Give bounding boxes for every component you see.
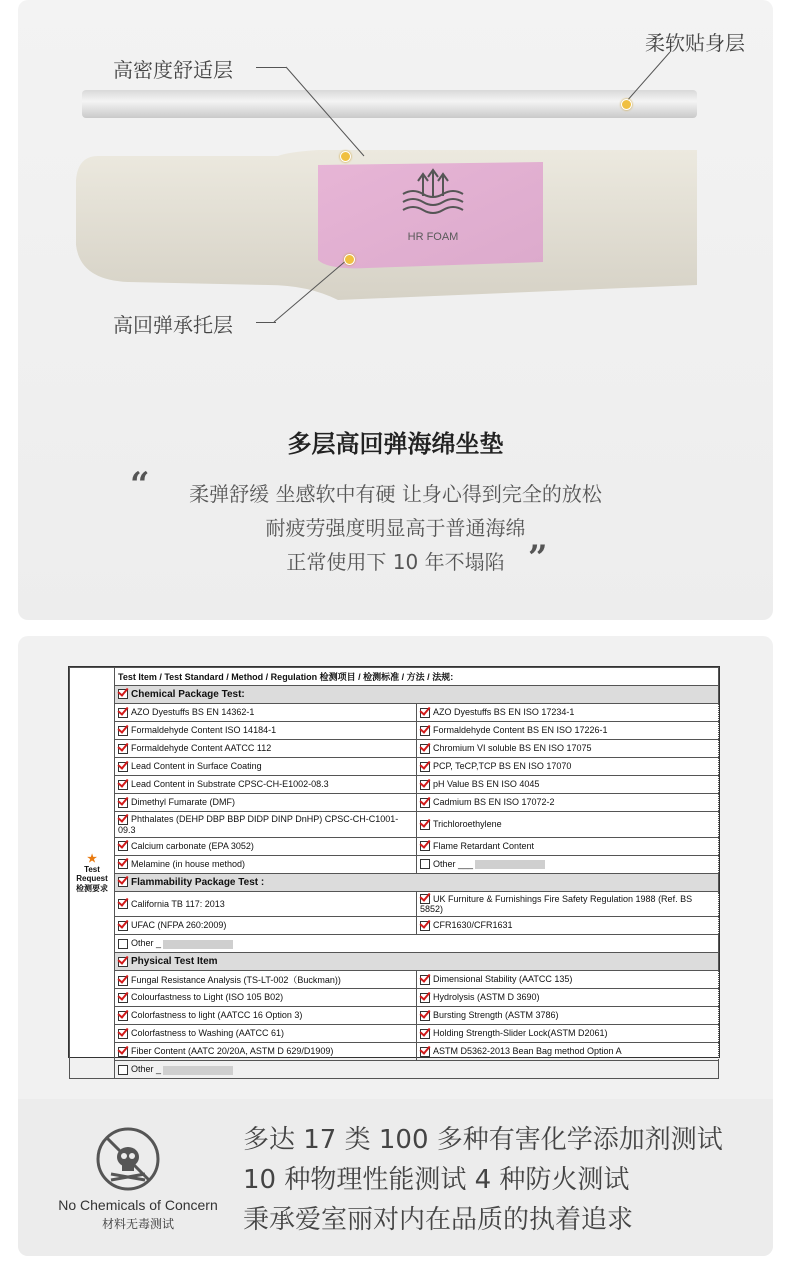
checked-checkbox[interactable] [420, 1029, 430, 1039]
test-item-cell [416, 989, 718, 1007]
test-item-cell [416, 740, 718, 758]
checked-checkbox[interactable] [118, 993, 128, 1003]
table-row [70, 704, 719, 722]
redacted-field [163, 1066, 233, 1075]
test-item-cell [115, 812, 417, 838]
test-item-cell [416, 917, 718, 935]
checked-checkbox[interactable] [118, 1011, 128, 1021]
checked-checkbox[interactable] [420, 841, 430, 851]
test-item-label: Colourfastness to Light (ISO 105 B02) [131, 992, 284, 1003]
table-row [70, 722, 719, 740]
test-item-cell [115, 855, 417, 873]
test-item-cell [115, 917, 417, 935]
test-item-label: Melamine (in house method) [131, 858, 246, 869]
test-item-label: Dimethyl Fumarate (DMF) [131, 797, 236, 808]
test-request-cell [70, 668, 115, 1079]
test-item-label: UFAC (NFPA 260:2009) [131, 920, 227, 931]
claims-strip [18, 1099, 773, 1256]
test-item-label: Other _ [131, 938, 162, 949]
close-quote: ” [528, 538, 548, 578]
table-row [70, 971, 719, 989]
support-layer-label: 高回弹承托层 [113, 313, 233, 337]
test-item-cell [115, 722, 417, 740]
no-chemicals-skull-icon [93, 1124, 163, 1194]
test-item-label: AZO Dyestuffs BS EN ISO 17234-1 [432, 707, 575, 718]
checked-checkbox[interactable] [118, 726, 128, 736]
skin-layer-marker [621, 99, 632, 110]
test-item-label: pH Value BS EN ISO 4045 [432, 779, 540, 790]
test-item-label: CFR1630/CFR1631 [432, 920, 513, 931]
test-item-label: Hydrolysis (ASTM D 3690) [432, 992, 540, 1003]
test-item-cell [115, 776, 417, 794]
claim-line-3: 秉承爱室丽对内在品质的执着追求 [243, 1205, 634, 1235]
test-item-cell [416, 837, 718, 855]
test-item-cell [115, 935, 719, 953]
test-request-label-en: Test Request [76, 865, 108, 884]
test-item-label: Dimensional Stability (AATCC 135) [432, 974, 573, 985]
checked-checkbox[interactable] [420, 1047, 430, 1057]
test-item-label: Bursting Strength (ASTM 3786) [432, 1010, 559, 1021]
test-item-cell [416, 855, 718, 873]
checked-checkbox[interactable] [118, 877, 128, 887]
checked-checkbox[interactable] [118, 780, 128, 790]
section-title-text: Physical Test Item [131, 956, 218, 968]
checked-checkbox[interactable] [118, 689, 128, 699]
star-icon: ★ [87, 853, 97, 866]
table-row [70, 1043, 719, 1061]
test-item-label: Colorfastness to Washing (AATCC 61) [131, 1028, 285, 1039]
table-row [70, 794, 719, 812]
test-item-cell [115, 891, 417, 917]
test-item-label: Lead Content in Surface Coating [131, 761, 262, 772]
table-row [70, 989, 719, 1007]
product-layers-panel [18, 0, 773, 620]
section-title [115, 686, 719, 704]
test-item-cell [115, 837, 417, 855]
test-item-cell [115, 1061, 719, 1079]
section-title [115, 953, 719, 971]
test-item-cell [115, 989, 417, 1007]
checked-checkbox[interactable] [118, 1029, 128, 1039]
test-item-cell [115, 971, 417, 989]
redacted-field [475, 860, 545, 869]
test-item-label: Formaldehyde Content BS EN ISO 17226-1 [432, 725, 608, 736]
support-layer-marker [344, 254, 355, 265]
headline-line-2: 耐疲劳强度明显高于普通海绵 [265, 516, 526, 540]
checked-checkbox[interactable] [420, 744, 430, 754]
test-item-cell [416, 794, 718, 812]
table-row [70, 740, 719, 758]
unchecked-checkbox[interactable] [118, 1065, 128, 1075]
table-row [70, 837, 719, 855]
checked-checkbox[interactable] [118, 1047, 128, 1057]
section-title-text: Flammability Package Test : [131, 876, 265, 888]
test-item-label: Flame Retardant Content [432, 840, 535, 851]
test-item-label: Formaldehyde Content AATCC 112 [131, 743, 272, 754]
checked-checkbox[interactable] [420, 993, 430, 1003]
test-item-label: Lead Content in Substrate CPSC-CH-E1002-08.3 [131, 779, 329, 790]
section-title-text: Chemical Package Test: [131, 689, 245, 700]
test-item-cell [416, 1043, 718, 1061]
test-item-cell [115, 794, 417, 812]
test-item-cell [115, 758, 417, 776]
checked-checkbox[interactable] [118, 921, 128, 931]
checked-checkbox[interactable] [420, 798, 430, 808]
checked-checkbox[interactable] [118, 708, 128, 718]
test-item-label: California TB 117: 2013 [131, 898, 225, 909]
test-item-label: Trichloroethylene [432, 819, 502, 829]
table-row [70, 891, 719, 917]
headline-line-1: 柔弹舒缓 坐感软中有硬 让身心得到完全的放松 [189, 482, 602, 506]
test-item-label: Other _ [131, 1064, 162, 1075]
skin-layer-label: 柔软贴身层 [645, 31, 745, 55]
checked-checkbox[interactable] [118, 976, 128, 986]
checked-checkbox[interactable] [118, 841, 128, 851]
table-row [70, 758, 719, 776]
checked-checkbox[interactable] [420, 762, 430, 772]
hr-foam-core [318, 162, 543, 268]
unchecked-checkbox[interactable] [118, 939, 128, 949]
test-item-label: Other ___ [432, 858, 473, 869]
open-quote: “ [130, 465, 150, 505]
table-row [70, 855, 719, 873]
checked-checkbox[interactable] [420, 820, 430, 830]
test-request-label-cn: 检测要求 [76, 884, 108, 894]
test-item-label: Fungal Resistance Analysis (TS-LT-002（Buckman)) [131, 975, 341, 986]
checked-checkbox[interactable] [420, 975, 430, 985]
claim-line-2: 10 种物理性能测试 4 种防火测试 [243, 1165, 630, 1195]
test-item-cell [416, 971, 718, 989]
test-item-label: Fiber Content (AATC 20/20A, ASTM D 629/D1909) [131, 1046, 334, 1057]
test-item-cell [416, 758, 718, 776]
test-item-cell [416, 776, 718, 794]
test-report-panel [18, 636, 773, 1256]
table-row [70, 1007, 719, 1025]
checked-checkbox[interactable] [118, 815, 128, 825]
checked-checkbox[interactable] [118, 798, 128, 808]
test-item-label: Holding Strength-Slider Lock(ASTM D2061) [432, 1028, 608, 1039]
section-title [115, 873, 719, 891]
checked-checkbox[interactable] [118, 744, 128, 754]
test-item-cell [115, 1025, 417, 1043]
checked-checkbox[interactable] [420, 1011, 430, 1021]
headline-title: 多层高回弹海绵坐垫 [287, 430, 504, 458]
support-callout-diagonal [270, 255, 370, 335]
unchecked-checkbox[interactable] [420, 859, 430, 869]
test-item-label: Calcium carbonate (EPA 3052) [131, 840, 254, 851]
table-row [70, 1025, 719, 1043]
test-item-label: Chromium VI soluble BS EN ISO 17075 [432, 743, 592, 754]
table-row [70, 1061, 719, 1079]
checked-checkbox[interactable] [118, 762, 128, 772]
table-row [70, 776, 719, 794]
test-item-label: Formaldehyde Content ISO 14184-1 [131, 725, 277, 736]
test-item-label: Cadmium BS EN ISO 17072-2 [432, 797, 555, 808]
checked-checkbox[interactable] [420, 780, 430, 790]
test-item-label: ASTM D5362-2013 Bean Bag method Option A [432, 1046, 622, 1057]
checked-checkbox[interactable] [420, 726, 430, 736]
table-row [70, 812, 719, 838]
checked-checkbox[interactable] [118, 957, 128, 967]
test-item-label: AZO Dyestuffs BS EN 14362-1 [131, 707, 255, 718]
test-item-label: UK Furniture & Furnishings Fire Safety Regulation 1988 (Ref. BS 5852) [419, 893, 693, 915]
claim-line-1: 多达 17 类 100 多种有害化学添加剂测试 [243, 1125, 723, 1155]
comfort-layer-label: 高密度舒适层 [113, 58, 233, 82]
checked-checkbox[interactable] [118, 899, 128, 909]
table-row [70, 917, 719, 935]
headline-line-3: 正常使用下 10 年不塌陷 [286, 550, 505, 574]
redacted-field [163, 940, 233, 949]
test-item-cell [115, 740, 417, 758]
test-item-label: Phthalates (DEHP DBP BBP DIDP DINP DnHP) CPSC-CH-C1001-09.3 [118, 814, 399, 835]
test-item-cell [115, 1043, 417, 1061]
test-item-label: Colorfastness to light (AATCC 16 Option 3) [131, 1010, 303, 1021]
test-report-table [69, 667, 719, 1079]
comfort-callout-diagonal [280, 60, 400, 160]
test-report [68, 666, 720, 1075]
test-item-label: PCP, TeCP,TCP BS EN ISO 17070 [432, 761, 572, 772]
checked-checkbox[interactable] [420, 894, 430, 904]
test-item-cell [115, 704, 417, 722]
test-item-cell [115, 1007, 417, 1025]
checked-checkbox[interactable] [420, 708, 430, 718]
hr-foam-label: HR FOAM [407, 231, 459, 243]
checked-checkbox[interactable] [118, 859, 128, 869]
badge-label-en: No Chemicals of Concern [58, 1197, 218, 1213]
report-header: Test Item / Test Standard / Method / Regulation 检测项目 / 检测标准 / 方法 / 法规: [115, 668, 719, 686]
test-item-cell [416, 812, 718, 838]
test-item-cell [416, 722, 718, 740]
test-item-cell [416, 1025, 718, 1043]
comfort-layer-marker [340, 151, 351, 162]
test-item-cell [416, 1007, 718, 1025]
table-row [70, 935, 719, 953]
test-item-cell [416, 891, 718, 917]
badge-label-cn: 材料无毒测试 [101, 1217, 174, 1231]
test-item-cell [416, 704, 718, 722]
checked-checkbox[interactable] [420, 921, 430, 931]
